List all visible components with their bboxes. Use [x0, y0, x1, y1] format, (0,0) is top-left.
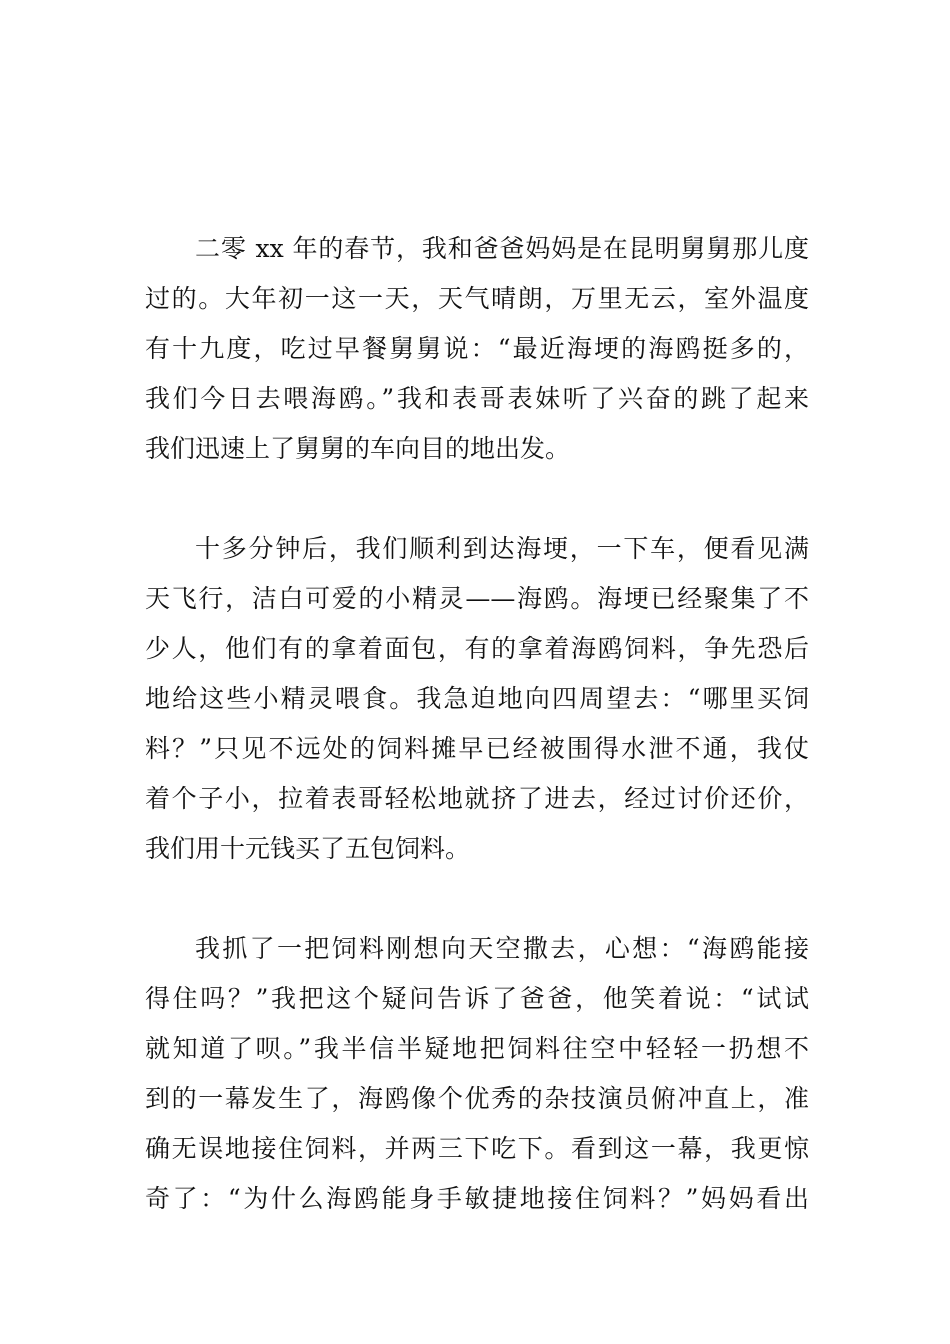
paragraph-line: 过的。大年初一这一天，天气晴朗，万里无云，室外温度 [145, 284, 809, 313]
paragraph-line: 我们今日去喂海鸥。”我和表哥表妹听了兴奋的跳了起来 [145, 384, 809, 413]
paragraph-line: 到的一幕发生了，海鸥像个优秀的杂技演员俯冲直上，准 [145, 1084, 809, 1113]
paragraph-1 [145, 224, 809, 474]
paragraph-line: 十多分钟后，我们顺利到达海埂，一下车，便看见满 [195, 534, 809, 563]
paragraph-line: 就知道了呗。”我半信半疑地把饲料往空中轻轻一扔想不 [145, 1034, 809, 1063]
paragraph-line: 天飞行，洁白可爱的小精灵——海鸥。海埂已经聚集了不 [145, 584, 809, 613]
paragraph-line: 我抓了一把饲料刚想向天空撒去，心想：“海鸥能接 [195, 934, 809, 963]
paragraph-line: 料？”只见不远处的饲料摊早已经被围得水泄不通，我仗 [145, 734, 809, 763]
paragraph-line: 得住吗？”我把这个疑问告诉了爸爸，他笑着说：“试试 [145, 984, 809, 1013]
paragraph-line: 少人，他们有的拿着面包，有的拿着海鸥饲料，争先恐后 [145, 634, 809, 663]
paragraph-line: 有十九度，吃过早餐舅舅说：“最近海埂的海鸥挺多的， [145, 334, 809, 363]
paragraph-line: 我们用十元钱买了五包饲料。 [145, 834, 471, 863]
paragraph-line: 确无误地接住饲料，并两三下吃下。看到这一幕，我更惊 [145, 1134, 809, 1163]
paragraph-line: 二零 xx 年的春节，我和爸爸妈妈是在昆明舅舅那儿度 [195, 234, 809, 263]
paragraph-line: 着个子小，拉着表哥轻松地就挤了进去，经过讨价还价， [145, 784, 809, 813]
paragraph-line: 奇了：“为什么海鸥能身手敏捷地接住饲料？”妈妈看出 [145, 1184, 809, 1213]
paragraph-line: 我们迅速上了舅舅的车向目的地出发。 [145, 434, 571, 463]
paragraph-3 [145, 924, 809, 1224]
paragraph-2 [145, 524, 809, 874]
paragraph-line: 地给这些小精灵喂食。我急迫地向四周望去：“哪里买饲 [145, 684, 809, 713]
